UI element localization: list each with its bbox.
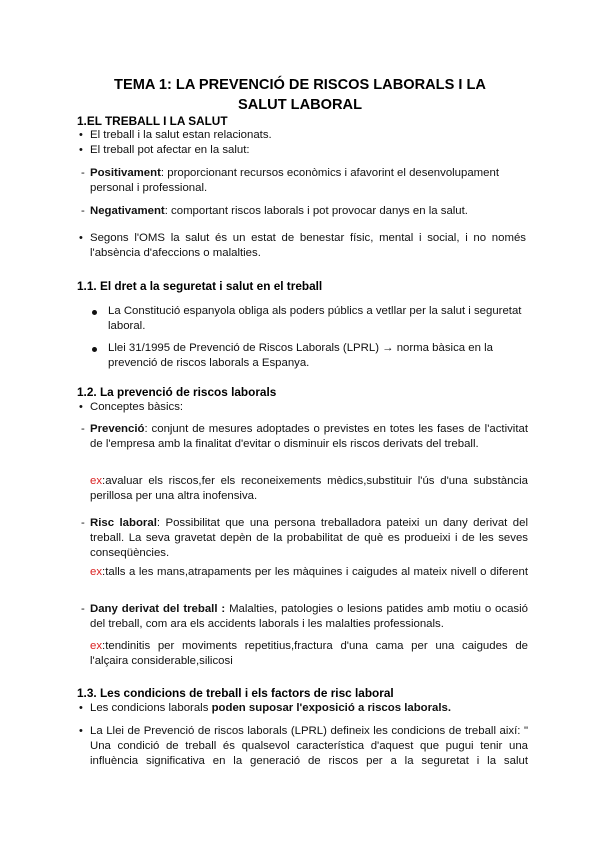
- list-item: La Constitució espanyola obliga als poders públics a vetllar per la salut i seguretat laboral.: [108, 305, 522, 332]
- bullet-mark: •: [79, 702, 83, 714]
- bullet-text: Les condicions laborals poden suposar l'exposició a riscos laborals.: [90, 702, 452, 714]
- dany-derivat-paragraph: Dany derivat del treball : Malalties, patologies o lesions patides amb motiu o ocasió del treball, com ara els accidents laborals i les malalties professionals.: [90, 603, 528, 630]
- positivament-paragraph: Positivament: proporcionant recursos econòmics i afavorint el desenvolupament personal i professional.: [90, 167, 500, 194]
- section-heading-1: 1.EL TREBALL I LA SALUT: [77, 114, 228, 128]
- negativament-paragraph: Negativament: comportant riscos laborals i pot provocar danys en la salut.: [90, 205, 468, 217]
- section-heading-1-3: 1.3. Les condicions de treball i els factors de risc laboral: [77, 686, 394, 700]
- term: Positivament: [90, 167, 161, 179]
- example-label: ex: [90, 640, 103, 652]
- example-label: ex: [90, 566, 103, 578]
- example-2: ex:talls a les mans,atrapaments per les màquines i caigudes al mateix nivell o diferent: [90, 566, 528, 578]
- dash-mark: -: [81, 603, 85, 615]
- page-title: TEMA 1: LA PREVENCIÓ DE RISCOS LABORALS I LA SALUT LABORAL: [114, 77, 486, 113]
- dash-mark: -: [81, 423, 85, 435]
- risc-laboral-paragraph: Risc laboral: Possibilitat que una persona treballadora pateixi un dany derivat del treball. La seva gravetat depèn de la probabilitat de què es produeixi i de les seves conseqüències.: [90, 517, 528, 559]
- term: Negativament: [90, 205, 165, 217]
- example-3: ex:tendinitis per moviments repetitius,fractura d'una cama per una caigudes de l'alçaira considerable,silicosi: [90, 640, 528, 667]
- bullet-mark: •: [79, 232, 83, 244]
- example-1: ex:avaluar els riscos,fer els reconeixements mèdics,substituir l'ús d'una substància perillosa per una altra inofensiva.: [90, 475, 528, 502]
- example-label: ex: [90, 475, 103, 487]
- section-heading-1-1: 1.1. El dret a la seguretat i salut en el treball: [77, 279, 323, 293]
- bullet-text: Conceptes bàsics:: [90, 401, 184, 413]
- bullet-mark: •: [79, 725, 83, 737]
- bullet-text: El treball i la salut estan relacionats.: [90, 129, 272, 141]
- dash-mark: -: [81, 517, 85, 529]
- term: Risc laboral: [90, 517, 157, 529]
- term: Prevenció: [90, 423, 145, 435]
- dash-mark: -: [81, 205, 85, 217]
- oms-paragraph: Segons l'OMS la salut és un estat de benestar físic, mental i social, i no només l'absència d'afeccions o malalties.: [90, 232, 526, 259]
- term: Dany derivat del treball :: [90, 603, 226, 615]
- section-heading-1-2: 1.2. La prevenció de riscos laborals: [77, 385, 277, 399]
- bullet-mark: •: [79, 144, 83, 156]
- list-item: Llei 31/1995 de Prevenció de Riscos Laborals (LPRL) → norma bàsica en la prevenció de riscos laborals a Espanya.: [108, 342, 493, 369]
- lprl-definition-paragraph: La Llei de Prevenció de riscos laborals (LPRL) defineix les condicions de treball així: " Una condició de treball és qualsevol característica d'aquest que pugui tenir una influència significativa en la generació de riscos per a la seguretat i la salut: [90, 725, 528, 767]
- bullet-text: El treball pot afectar en la salut:: [90, 144, 250, 156]
- dash-mark: -: [81, 167, 85, 179]
- bullet-dot: [92, 347, 97, 352]
- bullet-mark: •: [79, 129, 83, 141]
- bullet-dot: [92, 310, 97, 315]
- prevencio-paragraph: Prevenció: conjunt de mesures adoptades o previstes en totes les fases de l'activitat de l'empresa amb la finalitat d'evitar o disminuir els riscos derivats del treball.: [90, 423, 528, 450]
- bullet-mark: •: [79, 401, 83, 413]
